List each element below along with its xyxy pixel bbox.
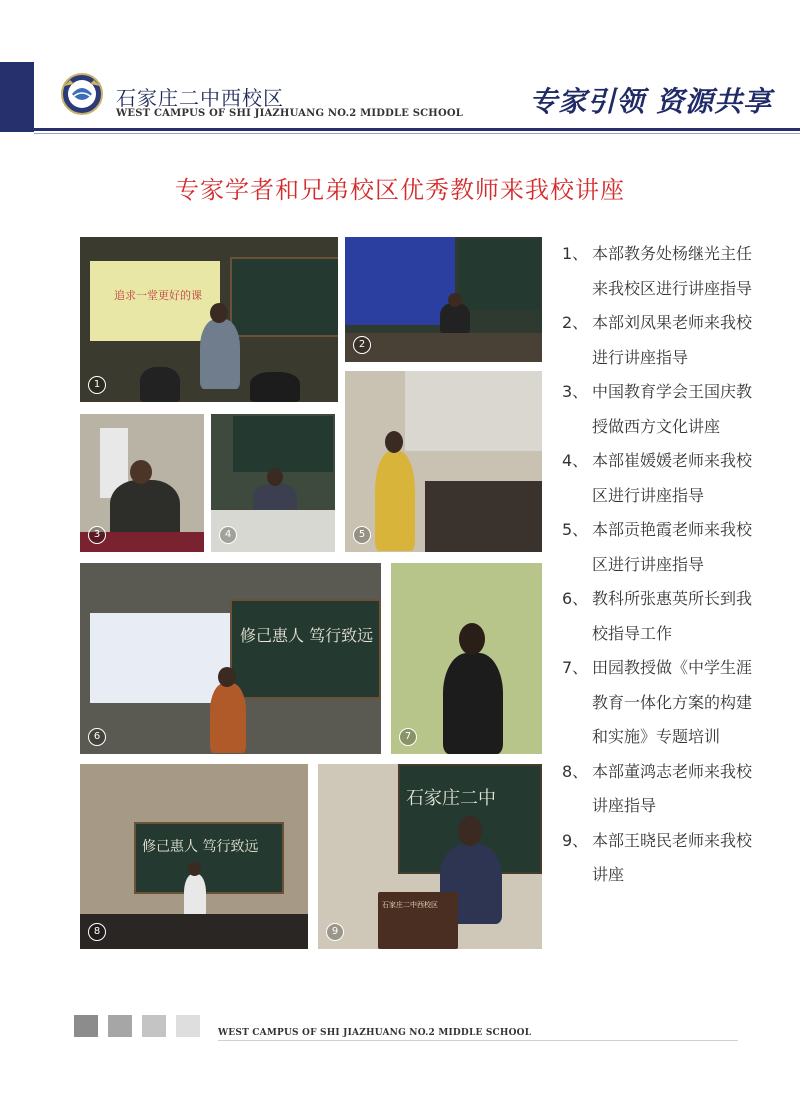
photo-1-number: 1 [88,376,106,394]
footer-square-1 [74,1015,98,1037]
header-accent-bar [0,62,34,132]
list-item: 4、 本部崔媛媛老师来我校区进行讲座指导 [562,451,753,505]
photo-7-number: 7 [399,728,417,746]
school-name-en: WEST CAMPUS OF SHI JIAZHUANG NO.2 MIDDLE SCHOOL [116,108,463,119]
photo-5 [345,371,542,552]
list-item: 1、 本部教务处杨继光主任来我校区进行讲座指导 [562,244,753,298]
photo-2-number: 2 [353,336,371,354]
photo-7 [391,563,542,754]
photo-8-board-text: 修己惠人 笃行致远 [142,839,259,855]
list-item: 5、 本部贡艳霞老师来我校区进行讲座指导 [562,520,753,574]
photo-6-board-text: 修己惠人 笃行致远 [240,626,374,645]
photo-9-podium-text: 石家庄二中西校区 [382,901,438,909]
footer-school-name: WEST CAMPUS OF SHI JIAZHUANG NO.2 MIDDLE SCHOOL [218,1028,532,1038]
photo-9 [318,764,542,949]
list-item: 8、 本部董鸿志老师来我校讲座指导 [562,761,753,815]
slogan: 专家引领 资源共享 [529,85,772,118]
page-title: 专家学者和兄弟校区优秀教师来我校讲座 [175,176,625,204]
header-divider [34,128,800,131]
photo-5-number: 5 [353,526,371,544]
photo-1-screen-text: 追求一堂更好的课 [114,289,202,302]
photo-8 [80,764,308,949]
list-item: 9、 本部王晓民老师来我校讲座 [562,830,753,884]
school-name-cn: 石家庄二中西校区 [116,86,284,110]
photo-6-number: 6 [88,728,106,746]
lecture-list [562,237,762,893]
photo-3-number: 3 [88,526,106,544]
footer-divider [218,1040,738,1041]
photo-9-number: 9 [326,923,344,941]
list-item: 6、 教科所张惠英所长到我校指导工作 [562,589,753,643]
footer-square-3 [142,1015,166,1037]
photo-9-board-text: 石家庄二中 [406,788,496,809]
photo-6 [80,563,381,754]
photo-4 [211,414,335,552]
footer-square-2 [108,1015,132,1037]
photo-2 [345,237,542,362]
list-item: 3、 中国教育学会王国庆教授做西方文化讲座 [562,382,753,436]
list-item: 7、 田园教授做《中学生涯教育一体化方案的构建和实施》专题培训 [562,658,753,746]
photo-3 [80,414,204,552]
photo-4-number: 4 [219,526,237,544]
header-divider-thin [34,133,800,134]
list-item: 2、 本部刘凤果老师来我校进行讲座指导 [562,313,753,367]
school-logo-icon [60,72,104,116]
photo-1 [80,237,338,402]
photo-8-number: 8 [88,923,106,941]
footer-square-4 [176,1015,200,1037]
